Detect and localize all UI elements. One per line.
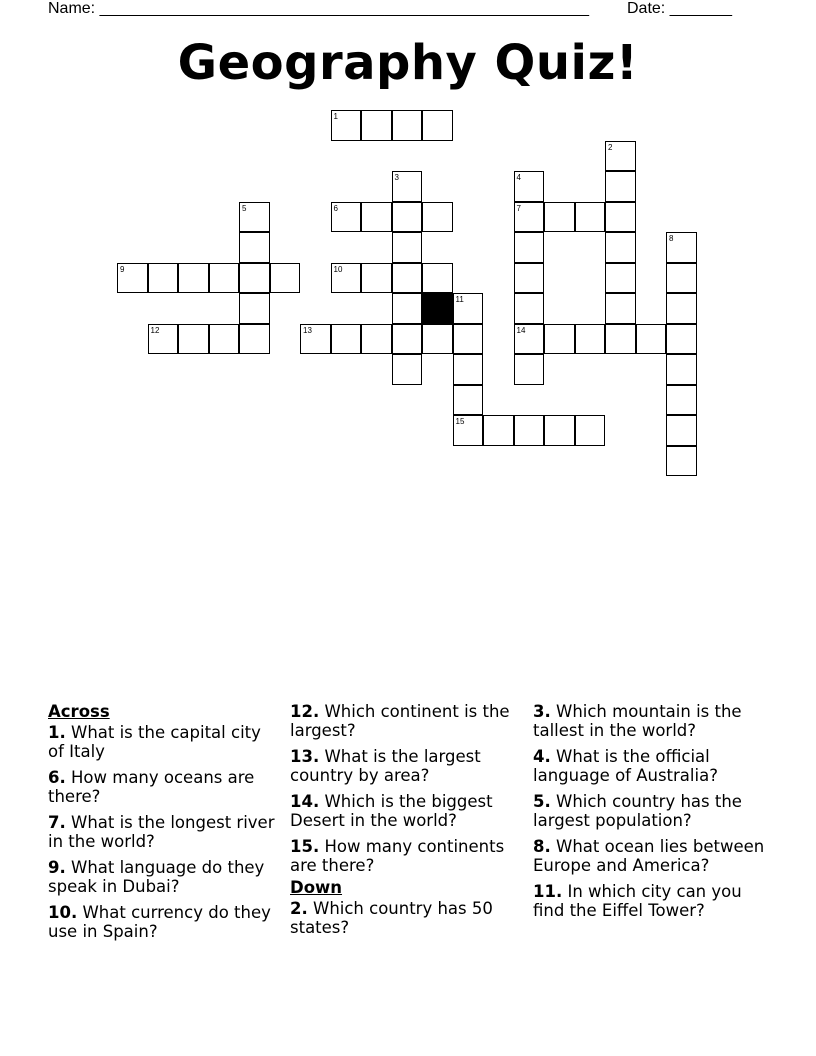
crossword-cell[interactable]	[239, 263, 270, 294]
crossword-cell[interactable]	[331, 263, 362, 294]
crossword-cell[interactable]	[422, 263, 453, 294]
crossword-cell[interactable]	[605, 263, 636, 294]
cell-number: 7	[516, 203, 521, 213]
crossword-cell[interactable]	[239, 202, 270, 233]
clue-column-3	[533, 702, 765, 927]
clue-column-2	[290, 702, 522, 944]
cell-number: 10	[333, 264, 343, 274]
crossword-cell[interactable]	[636, 324, 667, 355]
crossword-cell[interactable]	[605, 232, 636, 263]
cell-number: 9	[120, 264, 125, 274]
crossword-cell[interactable]	[331, 324, 362, 355]
crossword-cell[interactable]	[361, 324, 392, 355]
crossword-cell[interactable]	[514, 415, 545, 446]
crossword-cell[interactable]	[575, 415, 606, 446]
crossword-cell[interactable]	[453, 293, 484, 324]
crossword-cell[interactable]	[239, 232, 270, 263]
clue-across-10: 10. What currency do they use in Spain?	[48, 903, 271, 941]
crossword-grid	[0, 0, 816, 500]
clue-across-7: 7. What is the longest river in the world?	[48, 813, 275, 851]
crossword-cell[interactable]	[453, 354, 484, 385]
crossword-cell[interactable]	[575, 324, 606, 355]
crossword-cell[interactable]	[239, 293, 270, 324]
crossword-cell[interactable]	[422, 110, 453, 141]
clue-down-2: 2. Which country has 50 states?	[290, 899, 493, 937]
cell-number: 14	[516, 325, 526, 335]
crossword-cell[interactable]	[209, 324, 240, 355]
cell-number: 6	[333, 203, 338, 213]
crossword-cell[interactable]	[331, 110, 362, 141]
clue-down-5: 5. Which country has the largest population?	[533, 792, 742, 830]
crossword-cell[interactable]	[605, 324, 636, 355]
crossword-cell[interactable]	[514, 263, 545, 294]
crossword-cell[interactable]	[605, 141, 636, 172]
clue-across-15: 15. How many continents are there?	[290, 837, 505, 875]
cell-number: 11	[455, 295, 464, 304]
crossword-cell[interactable]	[514, 293, 545, 324]
crossword-cell[interactable]	[178, 324, 209, 355]
crossword-cell[interactable]	[575, 202, 606, 233]
down-heading: Down	[290, 878, 343, 897]
crossword-cell[interactable]	[392, 171, 423, 202]
crossword-cell[interactable]	[666, 263, 697, 294]
crossword-cell[interactable]	[453, 385, 484, 416]
crossword-cell[interactable]	[148, 324, 179, 355]
crossword-cell[interactable]	[453, 415, 484, 446]
crossword-cell[interactable]	[392, 324, 423, 355]
crossword-cell[interactable]	[666, 232, 697, 263]
clue-down-8: 8. What ocean lies between Europe and America?	[533, 837, 765, 875]
cell-number: 13	[303, 325, 312, 335]
date-field-label: Date: _______	[627, 0, 732, 17]
crossword-cell[interactable]	[422, 202, 453, 233]
crossword-cell[interactable]	[605, 293, 636, 324]
crossword-cell[interactable]	[666, 446, 697, 477]
crossword-black-cell	[422, 293, 453, 324]
crossword-cell[interactable]	[392, 110, 423, 141]
crossword-cell[interactable]	[239, 324, 270, 355]
clue-across-12: 12. Which continent is the largest?	[290, 702, 510, 740]
crossword-cell[interactable]	[544, 324, 575, 355]
crossword-cell[interactable]	[361, 110, 392, 141]
clue-column-1	[48, 702, 280, 948]
cell-number: 2	[608, 142, 613, 152]
crossword-cell[interactable]	[392, 293, 423, 324]
crossword-cell[interactable]	[605, 202, 636, 233]
crossword-cell[interactable]	[544, 202, 575, 233]
crossword-cell[interactable]	[544, 415, 575, 446]
cell-number: 1	[333, 112, 338, 121]
crossword-cell[interactable]	[666, 324, 697, 355]
crossword-cell[interactable]	[605, 171, 636, 202]
crossword-cell[interactable]	[514, 171, 545, 202]
name-field-label: Name: _______________________________________________________	[48, 0, 589, 17]
cell-number: 8	[669, 234, 674, 243]
crossword-cell[interactable]	[392, 232, 423, 263]
cell-number: 15	[455, 417, 465, 426]
clue-across-6: 6. How many oceans are there?	[48, 768, 255, 806]
cell-number: 3	[394, 173, 399, 182]
cell-number: 4	[516, 173, 521, 182]
crossword-cell[interactable]	[483, 415, 514, 446]
clue-across-14: 14. Which is the biggest Desert in the world?	[290, 792, 493, 830]
crossword-cell[interactable]	[666, 293, 697, 324]
crossword-cell[interactable]	[514, 232, 545, 263]
crossword-cell[interactable]	[514, 324, 545, 355]
clue-down-3: 3. Which mountain is the tallest in the world?	[533, 702, 742, 740]
page-title: Geography Quiz!	[177, 35, 639, 91]
crossword-cell[interactable]	[117, 263, 148, 294]
crossword-cell[interactable]	[361, 263, 392, 294]
crossword-cell[interactable]	[666, 415, 697, 446]
crossword-cell[interactable]	[361, 202, 392, 233]
crossword-cell[interactable]	[666, 354, 697, 385]
clue-down-11: 11. In which city can you find the Eiffel Tower?	[533, 882, 742, 920]
crossword-cell[interactable]	[178, 263, 209, 294]
crossword-cell[interactable]	[514, 354, 545, 385]
crossword-cell[interactable]	[300, 324, 331, 355]
clue-down-4: 4. What is the official language of Australia?	[533, 747, 718, 785]
crossword-cell[interactable]	[148, 263, 179, 294]
crossword-cell[interactable]	[209, 263, 240, 294]
crossword-cell[interactable]	[331, 202, 362, 233]
cell-number: 12	[150, 325, 160, 335]
crossword-cell[interactable]	[514, 202, 545, 233]
crossword-cell[interactable]	[453, 324, 484, 355]
across-heading: Across	[48, 702, 110, 721]
crossword-cell[interactable]	[392, 263, 423, 294]
clue-across-1: 1. What is the capital city of Italy	[48, 723, 261, 761]
crossword-cell[interactable]	[270, 263, 301, 294]
crossword-cell[interactable]	[666, 385, 697, 416]
crossword-cell[interactable]	[392, 354, 423, 385]
clue-across-13: 13. What is the largest country by area?	[290, 747, 481, 785]
crossword-cell[interactable]	[392, 202, 423, 233]
crossword-cell[interactable]	[422, 324, 453, 355]
cell-number: 5	[242, 203, 247, 213]
clue-across-9: 9. What language do they speak in Dubai?	[48, 858, 265, 896]
